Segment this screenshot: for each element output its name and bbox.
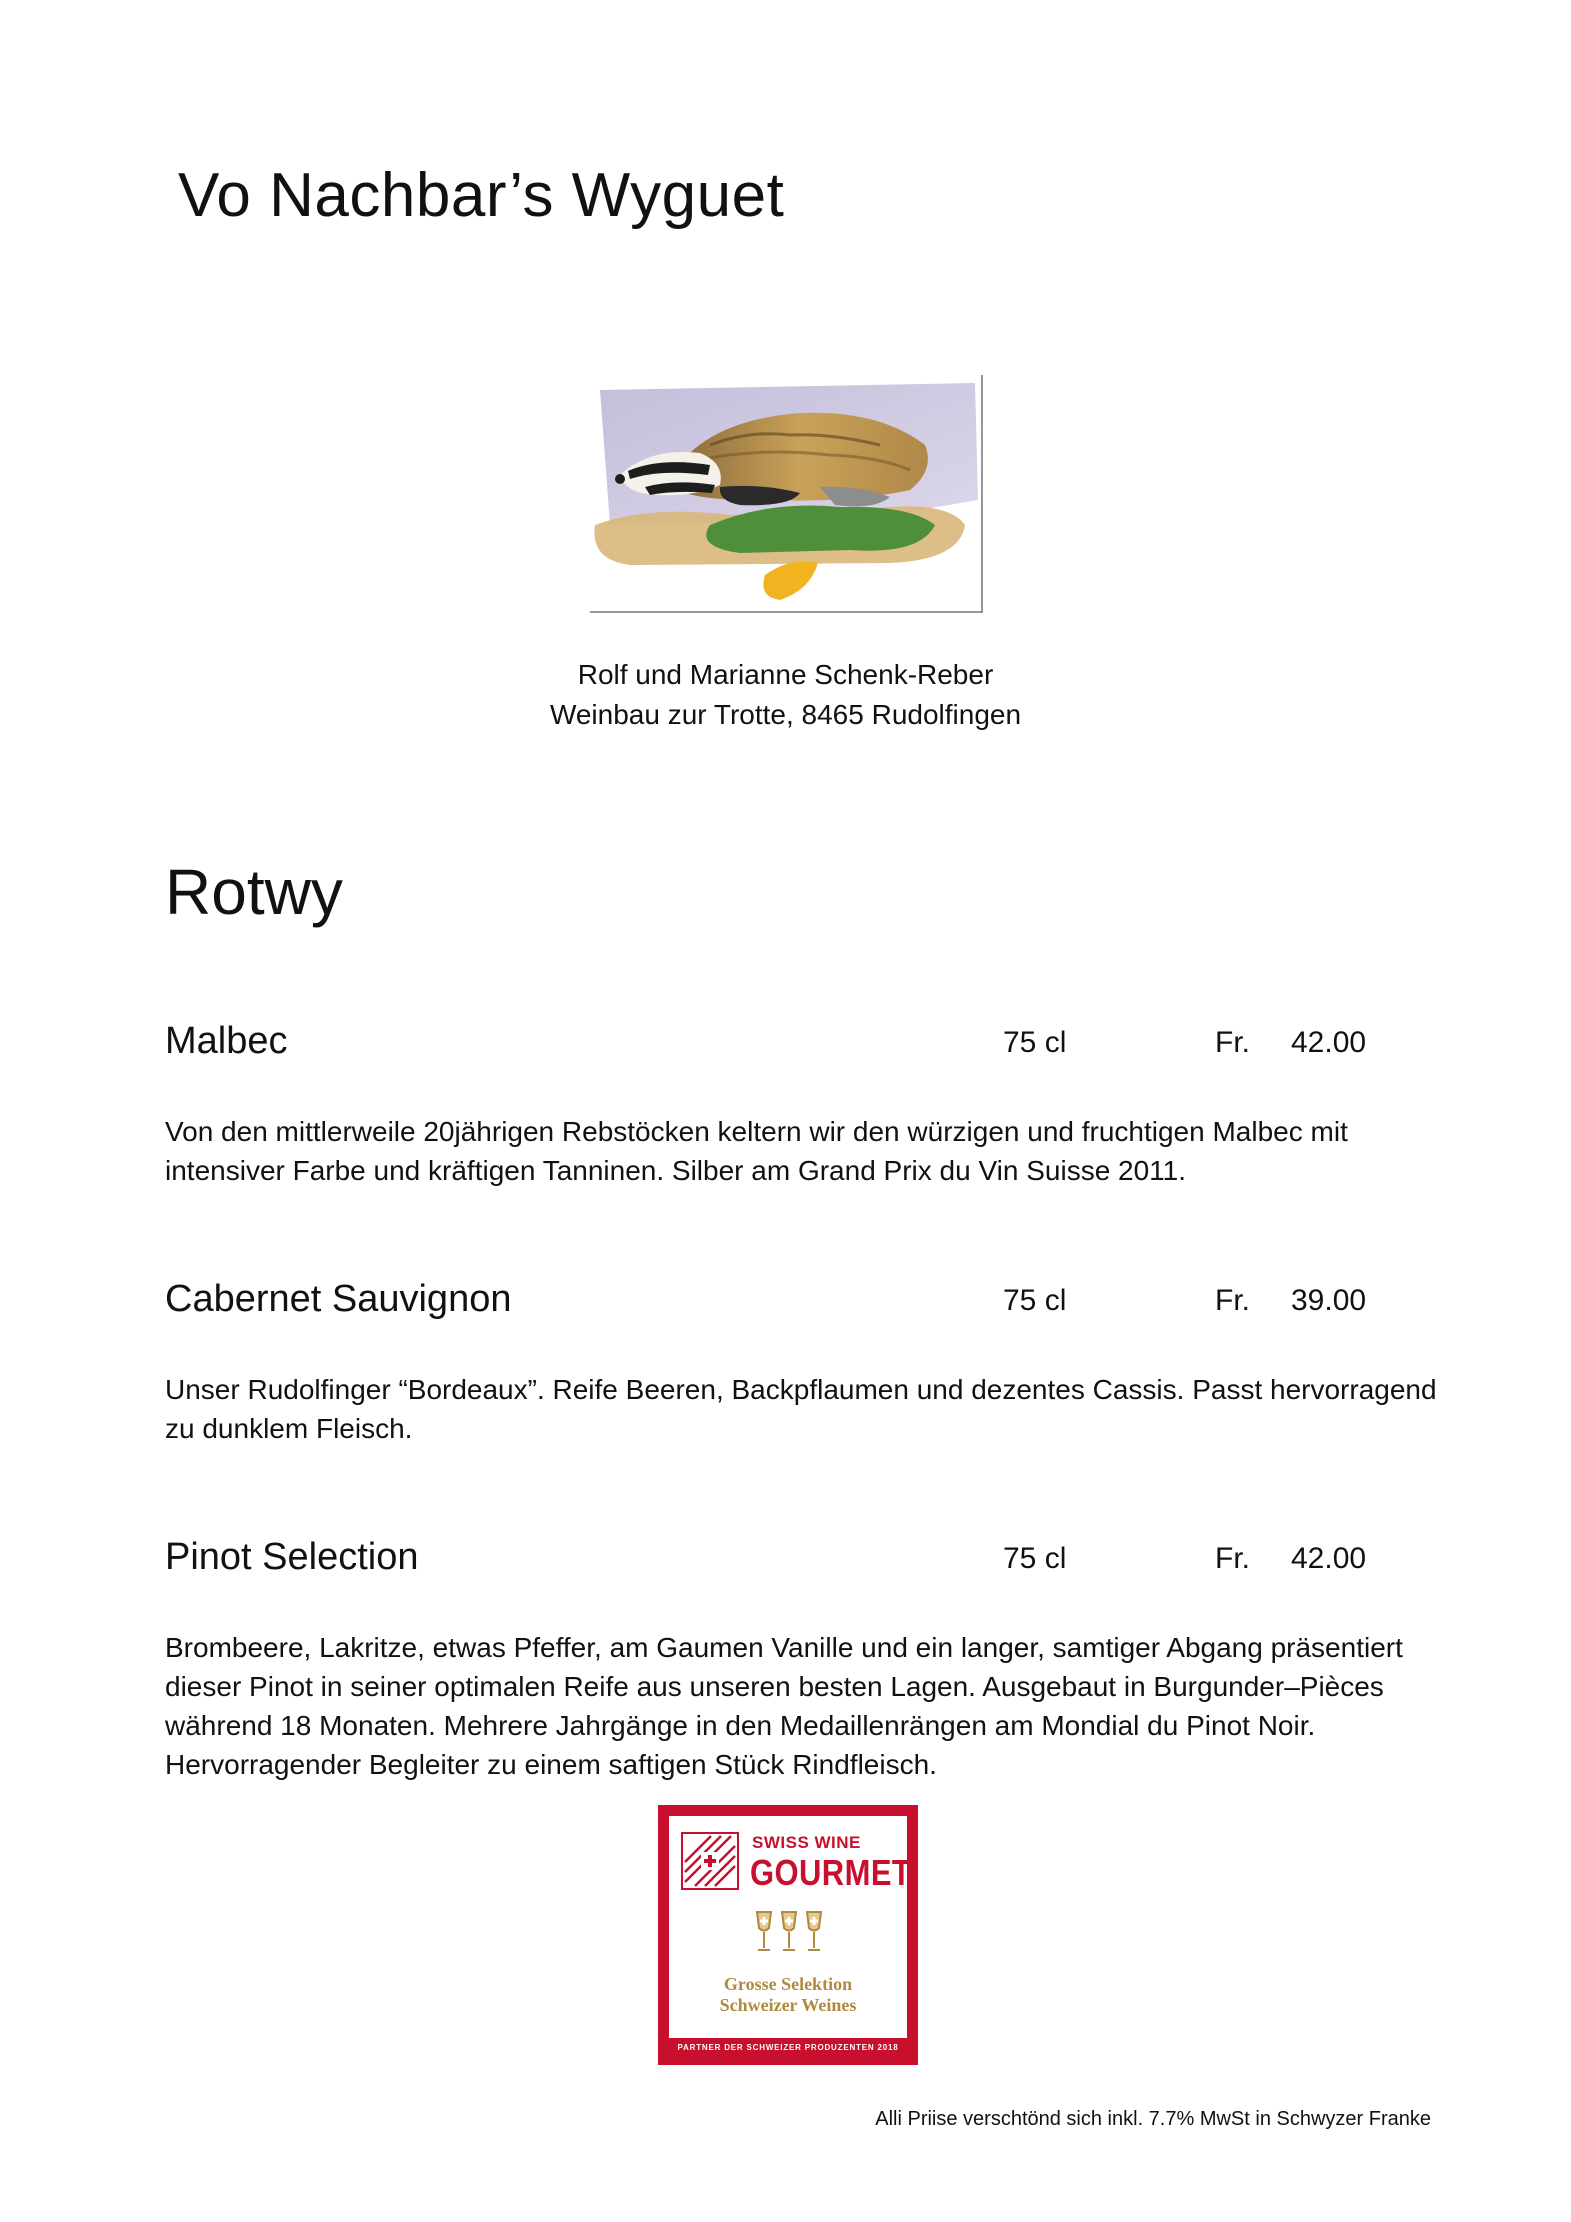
page-title: Vo Nachbar’s Wyguet xyxy=(178,161,785,230)
badger-illustration xyxy=(590,375,985,613)
badge-panel xyxy=(669,1816,912,2038)
badge-subtitle-2: Schweizer Weines xyxy=(719,1995,857,2015)
badge-top-text: SWISS WINE xyxy=(752,1833,861,1852)
wine-header-cabernet xyxy=(0,1278,1571,1328)
wine-description: Brombeere, Lakritze, etwas Pfeffer, am Gaumen Vanille und ein langer, samtiger Abgang präsentiert dieser Pinot in seiner optimalen Reife aus unseren besten Lagen. Ausgebaut in Burgunder–Pièces während 18 Monaten. Mehrere Jahrgänge in den Medaillenrängen am Mondial du Pinot Noir. Hervorragender Begleiter zu einem saftigen Stück Rindfleisch. xyxy=(165,1632,1403,1780)
wine-currency: Fr. xyxy=(1215,1026,1250,1059)
price-note: Alli Priise verschtönd sich inkl. 7.7% MwSt in Schwyzer Franke xyxy=(875,2108,1431,2130)
swiss-wine-logo-icon xyxy=(681,1832,739,1890)
badge-main-text: GOURMET xyxy=(750,1852,912,1893)
wine-name: Pinot Selection xyxy=(165,1536,419,1578)
badge-footer-text: PARTNER DER SCHWEIZER PRODUZENTEN 2018 xyxy=(677,2043,899,2052)
wine-header-pinot xyxy=(0,1536,1571,1586)
wine-glasses-icon xyxy=(753,1908,825,1958)
producer-names: Rolf und Marianne Schenk-Reber xyxy=(577,659,994,690)
producer-address: Weinbau zur Trotte, 8465 Rudolfingen xyxy=(549,699,1022,730)
wine-description: Von den mittlerweile 20jährigen Rebstöcken keltern wir den würzigen und fruchtigen Malbec mit intensiver Farbe und kräftigen Tanninen. Silber am Grand Prix du Vin Suisse 2011. xyxy=(165,1116,1348,1186)
wine-size: 75 cl xyxy=(1003,1284,1067,1317)
wine-currency: Fr. xyxy=(1215,1284,1250,1317)
section-title: Rotwy xyxy=(165,856,343,928)
wine-name: Cabernet Sauvignon xyxy=(165,1278,512,1320)
swiss-wine-gourmet-badge xyxy=(658,1805,918,2065)
wine-currency: Fr. xyxy=(1215,1542,1250,1575)
wine-price: 42.00 xyxy=(1291,1542,1367,1575)
wine-name: Malbec xyxy=(165,1020,288,1062)
badge-subtitle-1: Grosse Selektion xyxy=(723,1974,853,1994)
wine-size: 75 cl xyxy=(1003,1542,1067,1575)
wine-price: 39.00 xyxy=(1291,1284,1367,1317)
wine-header-malbec xyxy=(0,1020,1571,1070)
wine-price: 42.00 xyxy=(1291,1026,1367,1059)
wine-description: Unser Rudolfinger “Bordeaux”. Reife Beeren, Backpflaumen und dezentes Cassis. Passt hervorragend zu dunklem Fleisch. xyxy=(165,1374,1437,1444)
wine-size: 75 cl xyxy=(1003,1026,1067,1059)
